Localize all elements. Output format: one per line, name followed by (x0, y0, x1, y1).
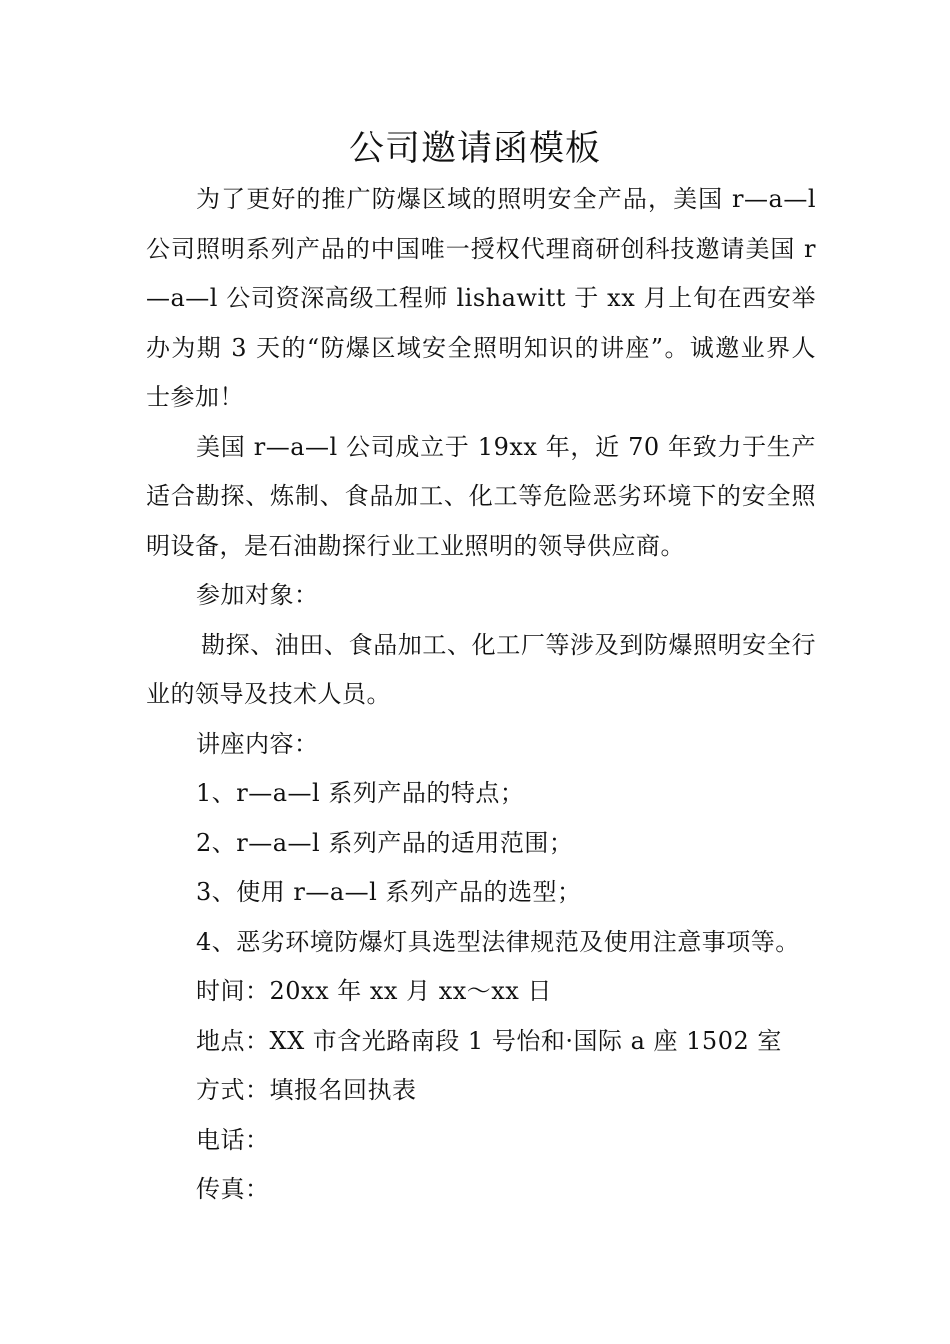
event-location: 地点：XX 市含光路南段 1 号怡和·国际 a 座 1502 室 (196, 1026, 782, 1055)
content-item-1: 1、r—a—l 系列产品的特点； (196, 779, 525, 807)
content-label: 讲座内容： (196, 729, 319, 758)
event-time: 时间：20xx 年 xx 月 xx～xx 日 (196, 977, 552, 1005)
intro-paragraph: 为了更好的推广防爆区域的照明安全产品，美国 r—a—l 公司照明系列产品的中国唯一授权代理商研创科技邀请美国 r—a—l 公司资深高级工程师 lishawitt 于 xx 月上旬在西安举办为期 3 天的“防爆区域安全照明知识的讲座”。诚邀业界人士参加！ (146, 185, 816, 411)
audience-label: 参加对象： (196, 581, 319, 609)
document-title: 公司邀请函模板 (348, 129, 601, 169)
content-item-3: 3、使用 r—a—l 系列产品的选型； (196, 878, 582, 906)
content-item-4: 4、恶劣环境防爆灯具选型法律规范及使用注意事项等。 (196, 927, 800, 956)
content-item-2: 2、r—a—l 系列产品的适用范围； (196, 828, 574, 857)
audience-text: 勘探、油田、食品加工、化工厂等涉及到防爆照明安全行业的领导及技术人员。 (146, 630, 816, 708)
phone-label: 电话： (196, 1125, 270, 1154)
fax-label: 传真： (196, 1175, 270, 1203)
company-paragraph: 美国 r—a—l 公司成立于 19xx 年，近 70 年致力于生产适合勘探、炼制、食品加工、化工等危险恶劣环境下的安全照明设备，是石油勘探行业工业照明的领导供应商。 (146, 432, 816, 560)
registration-method: 方式：填报名回执表 (196, 1076, 417, 1104)
document-body (146, 175, 816, 1215)
